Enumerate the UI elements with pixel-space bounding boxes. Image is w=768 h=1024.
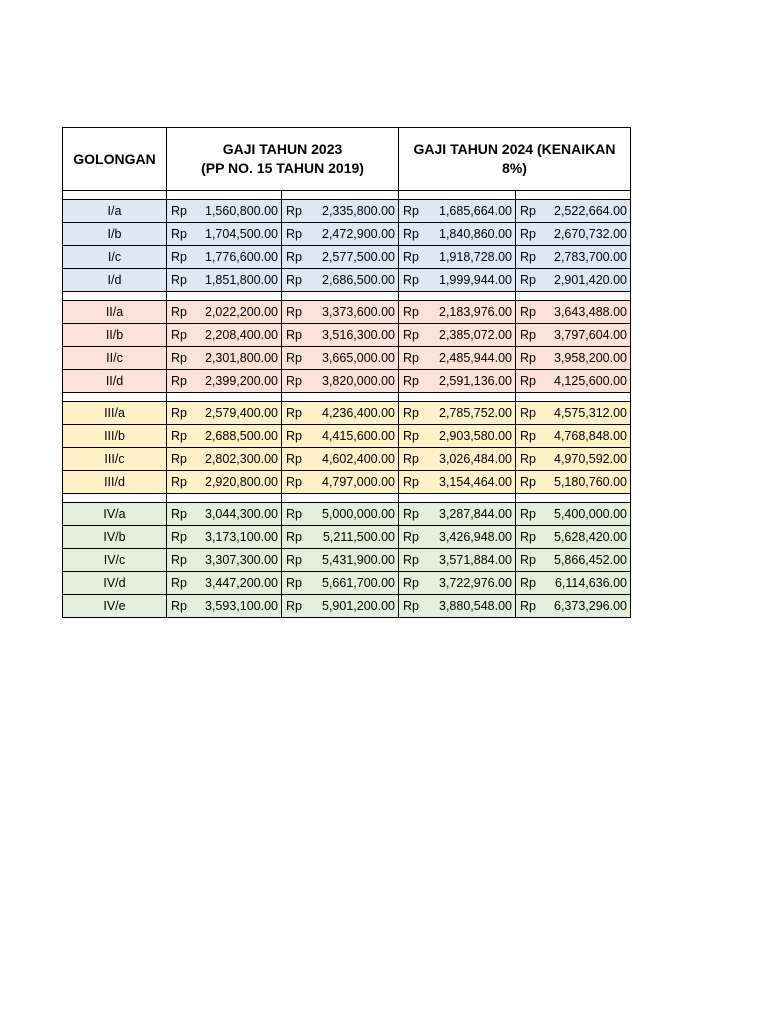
amount-value: 2,785,752.00 bbox=[439, 406, 512, 420]
amount-value: 1,560,800.00 bbox=[205, 204, 278, 218]
amount-cell-min-2024 bbox=[399, 572, 516, 595]
amount-cell-min-2024 bbox=[399, 402, 516, 425]
spacer-cell bbox=[516, 292, 631, 301]
amount-cell-max-2024 bbox=[516, 347, 631, 370]
amount-cell-max-2024 bbox=[516, 370, 631, 393]
amount-cell-min-2023 bbox=[167, 425, 282, 448]
currency-label: Rp bbox=[171, 374, 187, 388]
amount-value: 3,958,200.00 bbox=[554, 351, 627, 365]
table-row bbox=[63, 370, 631, 393]
amount-value: 3,516,300.00 bbox=[322, 328, 395, 342]
spacer-cell bbox=[282, 393, 399, 402]
amount-value: 4,125,600.00 bbox=[554, 374, 627, 388]
spacer-cell bbox=[282, 494, 399, 503]
spacer-cell bbox=[167, 292, 282, 301]
salary-table bbox=[62, 127, 631, 618]
currency-label: Rp bbox=[286, 530, 302, 544]
amount-cell-max-2024 bbox=[516, 402, 631, 425]
table-row bbox=[63, 471, 631, 494]
amount-cell-max-2024 bbox=[516, 471, 631, 494]
currency-label: Rp bbox=[171, 406, 187, 420]
amount-value: 5,661,700.00 bbox=[322, 576, 395, 590]
amount-cell-max-2023 bbox=[282, 246, 399, 269]
spacer-cell bbox=[399, 191, 516, 200]
amount-cell-min-2024 bbox=[399, 200, 516, 223]
amount-value: 3,373,600.00 bbox=[322, 305, 395, 319]
amount-cell-min-2023 bbox=[167, 549, 282, 572]
currency-label: Rp bbox=[403, 452, 419, 466]
amount-value: 4,575,312.00 bbox=[554, 406, 627, 420]
amount-value: 5,211,500.00 bbox=[322, 530, 395, 544]
amount-value: 2,802,300.00 bbox=[205, 452, 278, 466]
golongan-cell: IV/a bbox=[63, 503, 167, 526]
amount-cell-max-2023 bbox=[282, 370, 399, 393]
currency-label: Rp bbox=[171, 530, 187, 544]
table-row bbox=[63, 549, 631, 572]
golongan-cell: II/b bbox=[63, 324, 167, 347]
amount-cell-max-2023 bbox=[282, 301, 399, 324]
amount-value: 3,643,488.00 bbox=[554, 305, 627, 319]
amount-value: 3,571,884.00 bbox=[439, 553, 512, 567]
spacer-cell bbox=[399, 292, 516, 301]
currency-label: Rp bbox=[403, 429, 419, 443]
gaji-2024-header-line2: 8%) bbox=[502, 160, 527, 176]
golongan-cell: IV/c bbox=[63, 549, 167, 572]
amount-cell-min-2024 bbox=[399, 503, 516, 526]
amount-value: 3,287,844.00 bbox=[439, 507, 512, 521]
currency-label: Rp bbox=[171, 273, 187, 287]
amount-value: 1,851,800.00 bbox=[205, 273, 278, 287]
amount-cell-max-2023 bbox=[282, 425, 399, 448]
amount-value: 4,602,400.00 bbox=[322, 452, 395, 466]
amount-cell-max-2023 bbox=[282, 448, 399, 471]
amount-cell-min-2023 bbox=[167, 370, 282, 393]
spacer-cell bbox=[167, 494, 282, 503]
amount-value: 5,628,420.00 bbox=[554, 530, 627, 544]
table-row bbox=[63, 269, 631, 292]
table-row bbox=[63, 503, 631, 526]
amount-value: 3,044,300.00 bbox=[205, 507, 278, 521]
currency-label: Rp bbox=[403, 305, 419, 319]
amount-value: 5,180,760.00 bbox=[554, 475, 627, 489]
currency-label: Rp bbox=[171, 475, 187, 489]
currency-label: Rp bbox=[520, 351, 536, 365]
amount-value: 2,903,580.00 bbox=[439, 429, 512, 443]
golongan-cell: III/b bbox=[63, 425, 167, 448]
amount-value: 3,665,000.00 bbox=[322, 351, 395, 365]
golongan-cell: I/a bbox=[63, 200, 167, 223]
currency-label: Rp bbox=[171, 429, 187, 443]
amount-cell-min-2024 bbox=[399, 471, 516, 494]
currency-label: Rp bbox=[286, 227, 302, 241]
currency-label: Rp bbox=[403, 576, 419, 590]
currency-label: Rp bbox=[286, 576, 302, 590]
amount-value: 2,301,800.00 bbox=[205, 351, 278, 365]
amount-cell-min-2023 bbox=[167, 526, 282, 549]
currency-label: Rp bbox=[520, 374, 536, 388]
amount-cell-max-2023 bbox=[282, 526, 399, 549]
amount-value: 5,000,000.00 bbox=[322, 507, 395, 521]
amount-value: 6,373,296.00 bbox=[554, 599, 627, 613]
currency-label: Rp bbox=[403, 351, 419, 365]
amount-cell-min-2023 bbox=[167, 246, 282, 269]
amount-cell-max-2024 bbox=[516, 246, 631, 269]
currency-label: Rp bbox=[520, 273, 536, 287]
currency-label: Rp bbox=[171, 250, 187, 264]
amount-cell-min-2023 bbox=[167, 572, 282, 595]
amount-value: 4,236,400.00 bbox=[322, 406, 395, 420]
amount-cell-max-2024 bbox=[516, 200, 631, 223]
spacer-cell bbox=[399, 393, 516, 402]
currency-label: Rp bbox=[286, 553, 302, 567]
amount-value: 1,704,500.00 bbox=[205, 227, 278, 241]
amount-cell-min-2024 bbox=[399, 526, 516, 549]
spacer-cell bbox=[516, 494, 631, 503]
amount-value: 3,797,604.00 bbox=[554, 328, 627, 342]
gaji-2024-header-line1: GAJI TAHUN 2024 (KENAIKAN bbox=[413, 141, 616, 157]
currency-label: Rp bbox=[520, 507, 536, 521]
currency-label: Rp bbox=[171, 576, 187, 590]
table-row bbox=[63, 526, 631, 549]
table-row bbox=[63, 324, 631, 347]
amount-cell-max-2023 bbox=[282, 549, 399, 572]
currency-label: Rp bbox=[520, 328, 536, 342]
amount-value: 4,415,600.00 bbox=[322, 429, 395, 443]
amount-value: 2,591,136.00 bbox=[439, 374, 512, 388]
amount-cell-min-2023 bbox=[167, 595, 282, 618]
gaji-2023-header-line1: GAJI TAHUN 2023 bbox=[222, 141, 343, 157]
amount-value: 4,970,592.00 bbox=[554, 452, 627, 466]
golongan-cell: IV/b bbox=[63, 526, 167, 549]
table-row bbox=[63, 595, 631, 618]
amount-cell-min-2023 bbox=[167, 200, 282, 223]
amount-value: 2,183,976.00 bbox=[439, 305, 512, 319]
currency-label: Rp bbox=[403, 530, 419, 544]
amount-value: 1,840,860.00 bbox=[439, 227, 512, 241]
table-row bbox=[63, 448, 631, 471]
currency-label: Rp bbox=[171, 204, 187, 218]
amount-value: 2,579,400.00 bbox=[205, 406, 278, 420]
gaji-2023-header-line2: (PP NO. 15 TAHUN 2019) bbox=[201, 160, 364, 176]
currency-label: Rp bbox=[403, 250, 419, 264]
currency-label: Rp bbox=[171, 227, 187, 241]
amount-cell-min-2023 bbox=[167, 301, 282, 324]
currency-label: Rp bbox=[171, 553, 187, 567]
amount-value: 3,722,976.00 bbox=[439, 576, 512, 590]
amount-cell-max-2023 bbox=[282, 503, 399, 526]
currency-label: Rp bbox=[520, 305, 536, 319]
table-row bbox=[63, 223, 631, 246]
spacer-cell bbox=[167, 393, 282, 402]
amount-value: 1,918,728.00 bbox=[439, 250, 512, 264]
currency-label: Rp bbox=[171, 452, 187, 466]
currency-label: Rp bbox=[286, 250, 302, 264]
amount-cell-max-2024 bbox=[516, 425, 631, 448]
currency-label: Rp bbox=[520, 599, 536, 613]
table-header-row bbox=[63, 128, 631, 191]
amount-cell-min-2024 bbox=[399, 347, 516, 370]
amount-cell-min-2023 bbox=[167, 347, 282, 370]
amount-value: 3,880,548.00 bbox=[439, 599, 512, 613]
amount-value: 5,866,452.00 bbox=[554, 553, 627, 567]
amount-cell-max-2023 bbox=[282, 402, 399, 425]
amount-cell-min-2024 bbox=[399, 324, 516, 347]
golongan-cell: II/d bbox=[63, 370, 167, 393]
amount-value: 3,026,484.00 bbox=[439, 452, 512, 466]
amount-cell-min-2023 bbox=[167, 471, 282, 494]
currency-label: Rp bbox=[286, 328, 302, 342]
amount-cell-min-2024 bbox=[399, 595, 516, 618]
amount-value: 2,670,732.00 bbox=[554, 227, 627, 241]
spacer-cell bbox=[282, 191, 399, 200]
amount-value: 3,426,948.00 bbox=[439, 530, 512, 544]
table-row bbox=[63, 402, 631, 425]
amount-value: 1,776,600.00 bbox=[205, 250, 278, 264]
amount-value: 3,173,100.00 bbox=[205, 530, 278, 544]
gaji-2024-header bbox=[399, 128, 631, 191]
amount-value: 2,385,072.00 bbox=[439, 328, 512, 342]
amount-value: 2,399,200.00 bbox=[205, 374, 278, 388]
golongan-header: GOLONGAN bbox=[63, 128, 167, 191]
amount-value: 2,335,800.00 bbox=[322, 204, 395, 218]
amount-value: 2,686,500.00 bbox=[322, 273, 395, 287]
amount-cell-min-2024 bbox=[399, 425, 516, 448]
golongan-cell: II/c bbox=[63, 347, 167, 370]
amount-value: 2,920,800.00 bbox=[205, 475, 278, 489]
golongan-cell: III/c bbox=[63, 448, 167, 471]
group-spacer-row bbox=[63, 292, 631, 301]
amount-value: 2,901,420.00 bbox=[554, 273, 627, 287]
table-row bbox=[63, 572, 631, 595]
currency-label: Rp bbox=[403, 507, 419, 521]
currency-label: Rp bbox=[171, 507, 187, 521]
amount-value: 3,154,464.00 bbox=[439, 475, 512, 489]
currency-label: Rp bbox=[286, 452, 302, 466]
currency-label: Rp bbox=[520, 204, 536, 218]
amount-value: 2,522,664.00 bbox=[554, 204, 627, 218]
table-row bbox=[63, 246, 631, 269]
amount-cell-max-2024 bbox=[516, 269, 631, 292]
table-body bbox=[63, 191, 631, 618]
spacer-cell bbox=[63, 393, 167, 402]
golongan-cell: I/c bbox=[63, 246, 167, 269]
currency-label: Rp bbox=[286, 374, 302, 388]
currency-label: Rp bbox=[286, 273, 302, 287]
amount-cell-max-2023 bbox=[282, 347, 399, 370]
currency-label: Rp bbox=[286, 204, 302, 218]
amount-value: 3,593,100.00 bbox=[205, 599, 278, 613]
amount-value: 1,685,664.00 bbox=[439, 204, 512, 218]
group-spacer-row bbox=[63, 494, 631, 503]
amount-value: 5,400,000.00 bbox=[554, 507, 627, 521]
amount-cell-min-2024 bbox=[399, 448, 516, 471]
amount-value: 5,431,900.00 bbox=[322, 553, 395, 567]
amount-value: 3,820,000.00 bbox=[322, 374, 395, 388]
amount-value: 2,783,700.00 bbox=[554, 250, 627, 264]
amount-value: 6,114,636.00 bbox=[554, 576, 627, 590]
gaji-2023-header bbox=[167, 128, 399, 191]
spacer-cell bbox=[167, 191, 282, 200]
group-spacer-row bbox=[63, 191, 631, 200]
amount-cell-max-2024 bbox=[516, 324, 631, 347]
amount-cell-max-2024 bbox=[516, 223, 631, 246]
golongan-cell: II/a bbox=[63, 301, 167, 324]
currency-label: Rp bbox=[520, 250, 536, 264]
amount-cell-min-2024 bbox=[399, 223, 516, 246]
amount-value: 1,999,944.00 bbox=[439, 273, 512, 287]
amount-cell-max-2023 bbox=[282, 471, 399, 494]
currency-label: Rp bbox=[286, 429, 302, 443]
amount-cell-min-2023 bbox=[167, 223, 282, 246]
amount-cell-max-2024 bbox=[516, 503, 631, 526]
amount-cell-max-2023 bbox=[282, 223, 399, 246]
golongan-cell: IV/d bbox=[63, 572, 167, 595]
currency-label: Rp bbox=[520, 452, 536, 466]
currency-label: Rp bbox=[171, 599, 187, 613]
amount-cell-max-2023 bbox=[282, 324, 399, 347]
spacer-cell bbox=[282, 292, 399, 301]
currency-label: Rp bbox=[286, 599, 302, 613]
amount-cell-max-2023 bbox=[282, 572, 399, 595]
amount-value: 2,022,200.00 bbox=[205, 305, 278, 319]
amount-value: 3,447,200.00 bbox=[205, 576, 278, 590]
currency-label: Rp bbox=[520, 576, 536, 590]
currency-label: Rp bbox=[286, 475, 302, 489]
amount-cell-max-2024 bbox=[516, 526, 631, 549]
amount-cell-min-2024 bbox=[399, 370, 516, 393]
currency-label: Rp bbox=[520, 530, 536, 544]
currency-label: Rp bbox=[171, 351, 187, 365]
currency-label: Rp bbox=[286, 507, 302, 521]
amount-cell-max-2024 bbox=[516, 595, 631, 618]
table-row bbox=[63, 200, 631, 223]
amount-value: 2,577,500.00 bbox=[322, 250, 395, 264]
amount-value: 4,797,000.00 bbox=[322, 475, 395, 489]
table-row bbox=[63, 347, 631, 370]
group-spacer-row bbox=[63, 393, 631, 402]
amount-value: 4,768,848.00 bbox=[554, 429, 627, 443]
amount-cell-min-2024 bbox=[399, 301, 516, 324]
currency-label: Rp bbox=[520, 429, 536, 443]
amount-cell-max-2023 bbox=[282, 200, 399, 223]
table-row bbox=[63, 301, 631, 324]
currency-label: Rp bbox=[403, 475, 419, 489]
spacer-cell bbox=[63, 494, 167, 503]
currency-label: Rp bbox=[403, 599, 419, 613]
amount-cell-min-2023 bbox=[167, 448, 282, 471]
amount-value: 2,472,900.00 bbox=[322, 227, 395, 241]
amount-cell-max-2023 bbox=[282, 269, 399, 292]
spacer-cell bbox=[63, 292, 167, 301]
amount-cell-min-2023 bbox=[167, 269, 282, 292]
golongan-cell: III/a bbox=[63, 402, 167, 425]
amount-cell-max-2024 bbox=[516, 549, 631, 572]
amount-value: 2,208,400.00 bbox=[205, 328, 278, 342]
golongan-cell: IV/e bbox=[63, 595, 167, 618]
amount-cell-min-2024 bbox=[399, 246, 516, 269]
golongan-cell: I/b bbox=[63, 223, 167, 246]
amount-value: 2,485,944.00 bbox=[439, 351, 512, 365]
currency-label: Rp bbox=[403, 328, 419, 342]
amount-cell-min-2023 bbox=[167, 503, 282, 526]
amount-cell-max-2024 bbox=[516, 572, 631, 595]
amount-value: 5,901,200.00 bbox=[322, 599, 395, 613]
currency-label: Rp bbox=[286, 406, 302, 420]
spacer-cell bbox=[516, 393, 631, 402]
currency-label: Rp bbox=[520, 406, 536, 420]
currency-label: Rp bbox=[403, 406, 419, 420]
amount-cell-min-2024 bbox=[399, 269, 516, 292]
amount-cell-min-2024 bbox=[399, 549, 516, 572]
currency-label: Rp bbox=[286, 351, 302, 365]
amount-cell-max-2024 bbox=[516, 301, 631, 324]
currency-label: Rp bbox=[520, 227, 536, 241]
amount-value: 3,307,300.00 bbox=[205, 553, 278, 567]
currency-label: Rp bbox=[403, 273, 419, 287]
currency-label: Rp bbox=[403, 553, 419, 567]
currency-label: Rp bbox=[520, 475, 536, 489]
golongan-cell: III/d bbox=[63, 471, 167, 494]
amount-cell-max-2024 bbox=[516, 448, 631, 471]
table-row bbox=[63, 425, 631, 448]
currency-label: Rp bbox=[403, 204, 419, 218]
amount-cell-min-2023 bbox=[167, 402, 282, 425]
amount-cell-max-2023 bbox=[282, 595, 399, 618]
currency-label: Rp bbox=[520, 553, 536, 567]
amount-value: 2,688,500.00 bbox=[205, 429, 278, 443]
spacer-cell bbox=[399, 494, 516, 503]
currency-label: Rp bbox=[171, 305, 187, 319]
currency-label: Rp bbox=[403, 374, 419, 388]
spacer-cell bbox=[516, 191, 631, 200]
spacer-cell bbox=[63, 191, 167, 200]
currency-label: Rp bbox=[286, 305, 302, 319]
golongan-cell: I/d bbox=[63, 269, 167, 292]
amount-cell-min-2023 bbox=[167, 324, 282, 347]
currency-label: Rp bbox=[403, 227, 419, 241]
currency-label: Rp bbox=[171, 328, 187, 342]
